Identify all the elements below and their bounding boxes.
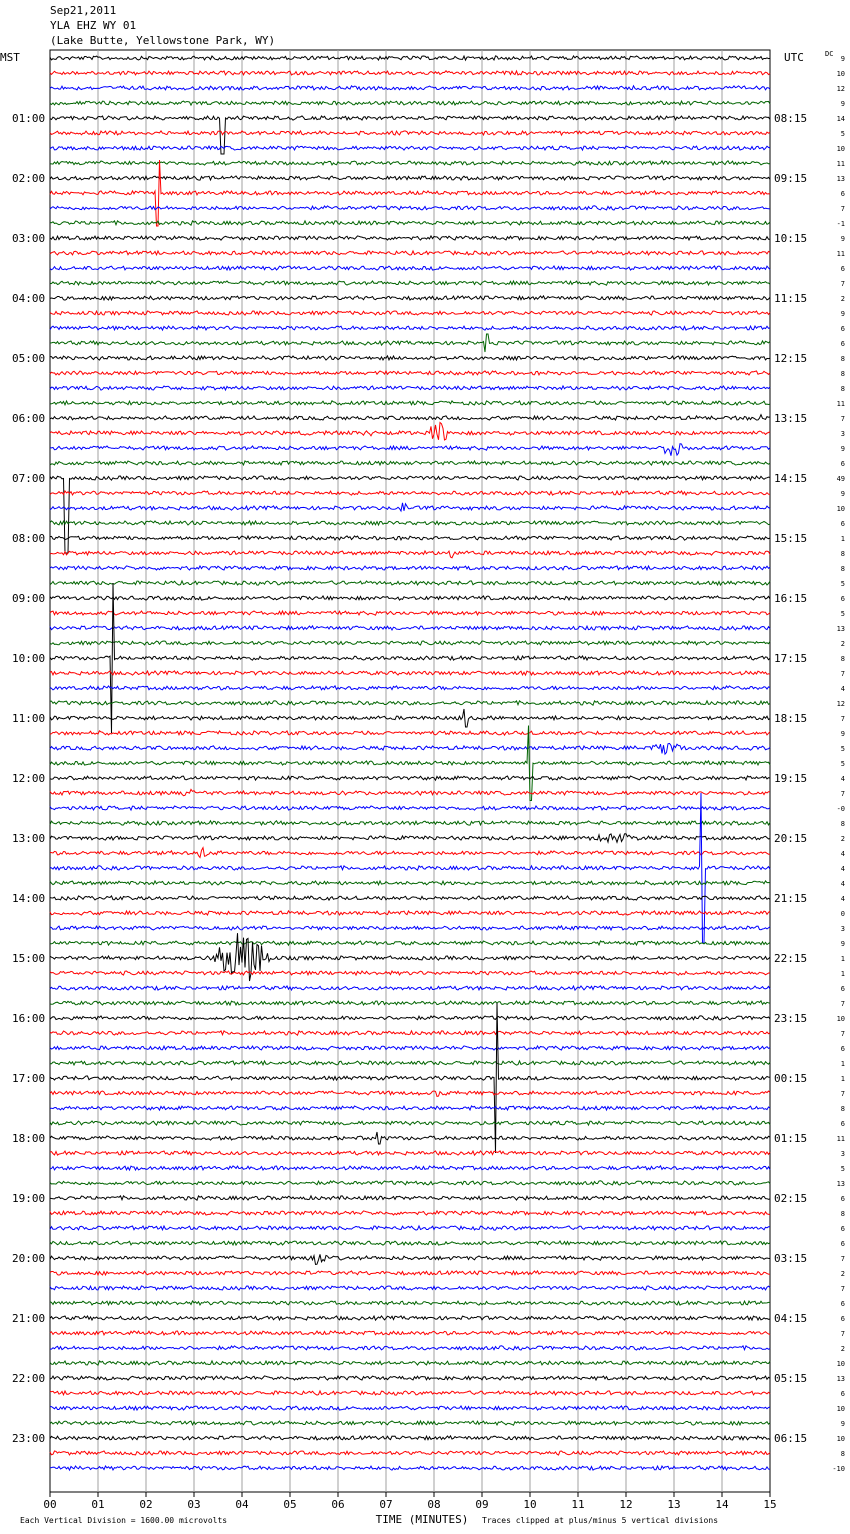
right-hour-label: 06:15 [774,1432,808,1445]
seismic-trace [50,101,770,105]
left-hour-label: 04:00 [12,292,46,305]
seismic-trace [50,926,770,930]
dc-offset-label: 6 [840,1120,845,1128]
left-hour-label: 05:00 [12,352,46,365]
seismic-trace [50,536,770,540]
seismic-trace [50,236,770,240]
seismic-trace [50,1046,770,1050]
left-hour-label: 18:00 [12,1132,46,1145]
seismic-trace [50,1151,770,1155]
left-hour-label: 15:00 [12,952,46,965]
dc-offset-label: 6 [840,520,845,528]
seismic-trace [50,1001,770,1005]
x-tick-label: 11 [571,1498,585,1511]
seismic-trace [50,986,770,990]
seismic-trace [50,401,770,405]
seismic-trace [50,1466,770,1470]
x-tick-label: 13 [667,1498,681,1511]
dc-offset-label: 7 [840,715,845,723]
dc-offset-label: 6 [840,1225,845,1233]
seismic-trace [50,1003,770,1153]
seismic-trace [50,611,770,615]
dc-offset-label: -0 [836,805,845,813]
seismic-trace [50,848,770,858]
seismic-trace [50,176,770,180]
dc-offset-label: 3 [840,925,845,933]
right-hour-label: 16:15 [774,592,808,605]
seismic-trace [50,356,770,360]
dc-offset-label: 8 [840,655,845,663]
dc-offset-label: 4 [840,685,845,693]
dc-offset-label: 7 [840,790,845,798]
x-tick-label: 07 [379,1498,393,1511]
dc-label: DC [825,50,834,58]
seismic-trace [50,311,770,315]
dc-offset-label: 5 [840,1165,845,1173]
dc-offset-label: 49 [836,475,845,483]
dc-offset-label: 12 [836,700,845,708]
left-hour-label: 14:00 [12,892,46,905]
dc-offset-label: 7 [840,1255,845,1263]
left-hour-label: 09:00 [12,592,46,605]
right-hour-label: 08:15 [774,112,808,125]
seismic-trace [50,596,770,600]
seismic-trace [50,1166,770,1170]
seismic-trace [50,1301,770,1305]
seismic-trace [50,641,770,645]
seismic-trace [50,793,770,943]
dc-offset-label: 9 [840,235,845,243]
right-hour-label: 20:15 [774,832,808,845]
dc-offset-label: 10 [836,1360,845,1368]
dc-offset-label: 4 [840,850,845,858]
dc-offset-label: 10 [836,145,845,153]
seismic-trace [50,971,770,975]
seismic-trace [50,1361,770,1365]
date-label: Sep21,2011 [50,4,117,17]
seismic-trace [50,709,770,727]
seismic-trace [50,776,770,780]
seismic-trace [50,1436,770,1440]
dc-offset-label: 5 [840,580,845,588]
dc-offset-label: 7 [840,415,845,423]
seismic-trace [50,1241,770,1245]
seismic-trace [50,1016,770,1020]
dc-offset-label: 2 [840,835,845,843]
seismic-trace [50,1121,770,1125]
seismic-trace [50,56,770,60]
dc-offset-label: 6 [840,460,845,468]
right-hour-label: 01:15 [774,1132,808,1145]
clip-note: Traces clipped at plus/minus 5 vertical divisions [482,1516,719,1525]
dc-offset-label: 6 [840,1300,845,1308]
seismic-trace [50,834,770,843]
left-hour-label: 23:00 [12,1432,46,1445]
seismic-trace [50,386,770,390]
seismic-trace [50,1132,770,1144]
seismic-trace [50,1451,770,1455]
seismic-trace [50,1391,770,1395]
dc-offset-label: 9 [840,55,845,63]
seismic-trace [50,146,770,150]
dc-offset-label: 8 [840,1105,845,1113]
dc-offset-label: 11 [836,1135,845,1143]
dc-offset-label: 8 [840,550,845,558]
dc-offset-label: 7 [840,1330,845,1338]
dc-offset-label: 8 [840,385,845,393]
dc-offset-label: 5 [840,745,845,753]
right-hour-label: 09:15 [774,172,808,185]
dc-offset-label: 8 [840,355,845,363]
dc-offset-label: 7 [840,1285,845,1293]
seismic-trace [50,491,770,495]
seismic-trace [50,1346,770,1350]
seismic-trace [50,415,770,420]
seismic-trace [50,116,770,154]
dc-offset-label: 11 [836,250,845,258]
seismic-trace [50,461,770,465]
dc-offset-label: 3 [840,1150,845,1158]
dc-offset-label: 8 [840,1450,845,1458]
seismic-trace [50,1406,770,1410]
right-hour-label: 02:15 [774,1192,808,1205]
x-tick-label: 06 [331,1498,345,1511]
left-hour-label: 21:00 [12,1312,46,1325]
seismic-trace [50,131,770,135]
right-hour-label: 05:15 [774,1372,808,1385]
seismic-trace [50,806,770,810]
dc-offset-label: 2 [840,1345,845,1353]
seismic-trace [50,911,770,915]
seismic-trace [50,160,770,226]
seismic-trace [50,71,770,75]
dc-offset-label: 9 [840,310,845,318]
dc-offset-label: 5 [840,130,845,138]
dc-offset-label: 7 [840,1030,845,1038]
seismic-trace [50,821,770,825]
right-hour-label: 19:15 [774,772,808,785]
dc-offset-label: 13 [836,625,845,633]
right-hour-label: 11:15 [774,292,808,305]
seismic-trace [50,444,770,456]
dc-offset-label: 6 [840,325,845,333]
seismic-trace [50,503,770,511]
seismic-trace [50,583,770,733]
dc-offset-label: 9 [840,490,845,498]
seismic-trace [50,334,770,352]
dc-offset-label: 7 [840,205,845,213]
dc-offset-label: 8 [840,370,845,378]
x-tick-label: 14 [715,1498,729,1511]
seismic-trace [50,626,770,630]
seismic-trace [50,161,770,165]
seismic-trace [50,266,770,270]
left-hour-label: 07:00 [12,472,46,485]
dc-offset-label: 8 [840,1210,845,1218]
dc-offset-label: 6 [840,1045,845,1053]
seismic-trace [50,476,770,553]
dc-offset-label: -10 [832,1465,845,1473]
dc-offset-label: 12 [836,85,845,93]
dc-offset-label: 9 [840,1420,845,1428]
left-hour-label: 10:00 [12,652,46,665]
dc-offset-label: 11 [836,400,845,408]
dc-offset-label: 6 [840,265,845,273]
dc-offset-label: 5 [840,760,845,768]
dc-offset-label: 9 [840,730,845,738]
x-tick-label: 12 [619,1498,633,1511]
left-hour-label: 02:00 [12,172,46,185]
seismic-trace [50,1226,770,1230]
dc-offset-label: 14 [836,115,845,123]
seismic-trace [50,1061,770,1065]
dc-offset-label: 6 [840,595,845,603]
seismic-trace [50,1196,770,1200]
right-hour-label: 22:15 [774,952,808,965]
seismic-trace [50,281,770,285]
dc-offset-label: 10 [836,70,845,78]
seismic-trace [50,896,770,900]
seismic-trace [50,581,770,585]
seismic-trace [50,701,770,705]
dc-offset-label: 10 [836,1015,845,1023]
dc-offset-label: 4 [840,775,845,783]
x-tick-label: 10 [523,1498,537,1511]
dc-offset-label: 13 [836,1375,845,1383]
right-hour-label: 00:15 [774,1072,808,1085]
seismic-trace [50,551,770,558]
seismic-trace [50,941,770,945]
dc-offset-label: 1 [840,1060,845,1068]
right-hour-label: 18:15 [774,712,808,725]
dc-offset-label: 7 [840,1000,845,1008]
left-hour-label: 03:00 [12,232,46,245]
right-hour-label: 14:15 [774,472,808,485]
x-tick-label: 04 [235,1498,249,1511]
seismic-trace [50,1181,770,1185]
dc-offset-label: 2 [840,295,845,303]
seismic-trace [50,881,770,885]
x-tick-label: 15 [763,1498,777,1511]
dc-offset-label: 3 [840,430,845,438]
dc-offset-label: 2 [840,1270,845,1278]
dc-offset-label: 11 [836,160,845,168]
location-label: (Lake Butte, Yellowstone Park, WY) [50,34,276,47]
seismic-trace [50,1254,770,1264]
seismic-trace [50,521,770,525]
seismic-trace [50,371,770,375]
left-hour-label: 11:00 [12,712,46,725]
seismic-trace [50,86,770,90]
dc-offset-label: 5 [840,610,845,618]
dc-offset-label: 13 [836,175,845,183]
right-hour-label: 21:15 [774,892,808,905]
dc-offset-label: 7 [840,280,845,288]
seismic-trace [50,726,770,801]
right-hour-label: 10:15 [774,232,808,245]
right-hour-label: 04:15 [774,1312,808,1325]
seismic-trace [50,251,770,255]
dc-offset-label: 4 [840,880,845,888]
scale-note: Each Vertical Division = 1600.00 microvolts [20,1516,228,1525]
dc-offset-label: 7 [840,670,845,678]
left-hour-label: 08:00 [12,532,46,545]
seismic-trace [50,1316,770,1320]
x-tick-label: 05 [283,1498,297,1511]
dc-offset-label: 4 [840,895,845,903]
seismic-trace [50,731,770,735]
dc-offset-label: 6 [840,1315,845,1323]
seismic-trace [50,1106,770,1110]
left-axis-label: MST [0,51,20,64]
dc-offset-label: 2 [840,640,845,648]
dc-offset-label: 6 [840,340,845,348]
dc-offset-label: 8 [840,565,845,573]
dc-offset-label: 10 [836,1405,845,1413]
right-hour-label: 13:15 [774,412,808,425]
left-hour-label: 13:00 [12,832,46,845]
left-hour-label: 17:00 [12,1072,46,1085]
dc-offset-label: 1 [840,1075,845,1083]
dc-offset-label: 1 [840,955,845,963]
seismic-trace [50,296,770,300]
seismic-trace [50,686,770,690]
seismic-trace [50,326,770,330]
seismic-trace [50,1331,770,1335]
dc-offset-label: 6 [840,1195,845,1203]
x-tick-label: 09 [475,1498,489,1511]
x-tick-label: 02 [139,1498,153,1511]
dc-offset-label: 4 [840,865,845,873]
dc-offset-label: 6 [840,190,845,198]
left-hour-label: 01:00 [12,112,46,125]
dc-offset-label: 10 [836,505,845,513]
left-hour-label: 16:00 [12,1012,46,1025]
dc-offset-label: 1 [840,970,845,978]
dc-offset-label: 6 [840,1390,845,1398]
seismic-trace [50,1271,770,1275]
left-hour-label: 06:00 [12,412,46,425]
right-hour-label: 23:15 [774,1012,808,1025]
left-hour-label: 20:00 [12,1252,46,1265]
dc-offset-label: 0 [840,910,845,918]
x-tick-label: 00 [43,1498,57,1511]
seismic-trace [50,1376,770,1380]
x-axis-title: TIME (MINUTES) [375,1513,469,1526]
seismic-trace [50,1286,770,1290]
left-hour-label: 12:00 [12,772,46,785]
right-hour-label: 12:15 [774,352,808,365]
dc-offset-label: 10 [836,1435,845,1443]
x-tick-label: 01 [91,1498,105,1511]
seismic-trace [50,1211,770,1215]
left-hour-label: 22:00 [12,1372,46,1385]
right-hour-label: 17:15 [774,652,808,665]
dc-offset-label: 6 [840,985,845,993]
dc-offset-label: 6 [840,1240,845,1248]
dc-offset-label: 8 [840,820,845,828]
seismic-trace [50,1421,770,1425]
x-tick-label: 08 [427,1498,441,1511]
seismic-trace [50,1091,770,1096]
right-hour-label: 03:15 [774,1252,808,1265]
dc-offset-label: 13 [836,1180,845,1188]
dc-offset-label: 9 [840,445,845,453]
dc-offset-label: 1 [840,535,845,543]
dc-offset-label: 9 [840,940,845,948]
seismic-trace [50,1031,770,1035]
trace-group [50,56,770,1470]
seismic-trace [50,566,770,570]
left-hour-label: 19:00 [12,1192,46,1205]
seismic-trace [50,671,770,675]
right-axis-label: UTC [784,51,804,64]
dc-offset-label: 7 [840,1090,845,1098]
seismic-trace [50,423,770,441]
seismic-trace [50,743,770,754]
right-hour-label: 15:15 [774,532,808,545]
dc-offset-label: -1 [836,220,845,228]
x-tick-label: 03 [187,1498,201,1511]
seismic-trace [50,789,770,795]
station-label: YLA EHZ WY 01 [50,19,137,32]
dc-offset-label: 9 [840,100,845,108]
